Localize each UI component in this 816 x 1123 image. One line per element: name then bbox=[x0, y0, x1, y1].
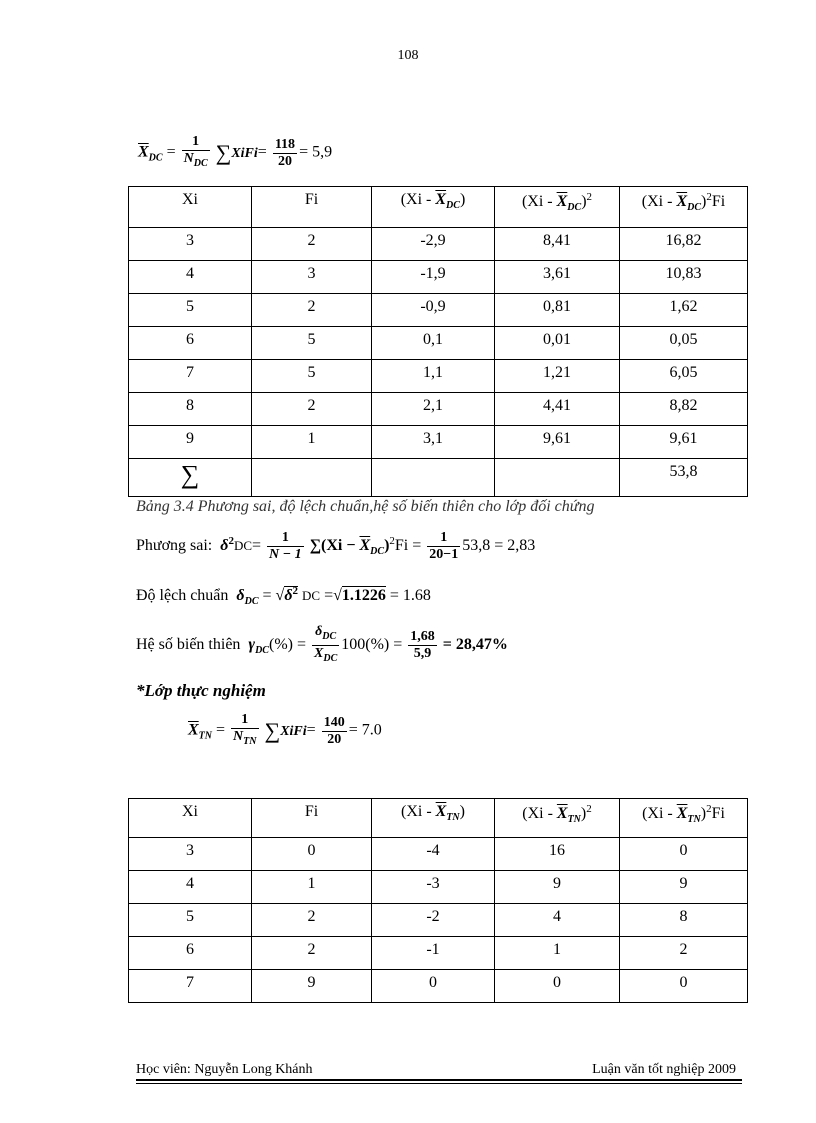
cell: 0 bbox=[252, 838, 372, 871]
x: $\overline{X}$ bbox=[314, 646, 324, 661]
header-fi: Fi bbox=[252, 187, 372, 228]
cell: 2 bbox=[252, 294, 372, 327]
cell: 5 bbox=[129, 904, 252, 937]
cell: 7 bbox=[129, 970, 252, 1003]
cell: 0,81 bbox=[495, 294, 620, 327]
formula-mean-dc bbox=[138, 134, 332, 172]
sub: DC bbox=[255, 645, 269, 657]
gamma-symbol: γ bbox=[248, 636, 256, 654]
frac-den: N bbox=[183, 151, 194, 166]
header-fi: Fi bbox=[252, 799, 372, 838]
cell: 0,01 bbox=[495, 327, 620, 360]
cell: 8 bbox=[129, 393, 252, 426]
result: = 1.68 bbox=[389, 587, 431, 604]
frac-den: N − 1 bbox=[269, 547, 302, 562]
delta-symbol: δ bbox=[315, 624, 323, 639]
sqrt-icon: √ bbox=[275, 587, 285, 604]
cell: 9 bbox=[129, 426, 252, 459]
sum-symbol: ∑ bbox=[215, 140, 232, 165]
table-sum-row bbox=[129, 459, 748, 497]
cell: 9,61 bbox=[495, 426, 620, 459]
sub: DC bbox=[323, 653, 338, 664]
cell: 3,61 bbox=[495, 261, 620, 294]
header-deviation-squared: $(Xi - \overline{X}_{TN})^2$ bbox=[495, 799, 620, 838]
delta-symbol: δ bbox=[236, 587, 245, 604]
cell: 10,83 bbox=[620, 261, 748, 294]
frac-den-sub: TN bbox=[243, 736, 257, 747]
sum-expr: ∑(Xi − bbox=[309, 537, 360, 555]
formula-term: XiFi bbox=[231, 145, 258, 161]
sqrt-icon: √ bbox=[333, 587, 342, 604]
result: 53,8 = 2,83 bbox=[462, 537, 536, 555]
sum-symbol: ∑ bbox=[264, 718, 281, 743]
variance-line bbox=[136, 530, 535, 563]
footer-rule-thin bbox=[136, 1083, 742, 1084]
footer-rule bbox=[136, 1079, 742, 1081]
cell: 1 bbox=[252, 871, 372, 904]
pct: (%) = bbox=[268, 636, 306, 654]
header-deviation: $(Xi - \overline{X}_{DC})$ bbox=[372, 187, 495, 228]
cell: 16 bbox=[495, 838, 620, 871]
sqrt-value: 1.1226 bbox=[341, 587, 386, 604]
cell: 3 bbox=[129, 228, 252, 261]
eq: = bbox=[324, 587, 334, 604]
cell: 3 bbox=[252, 261, 372, 294]
cell: -1 bbox=[372, 937, 495, 970]
header-deviation: $(Xi - \overline{X}_{TN})$ bbox=[372, 799, 495, 838]
formula-x: $\overline{X}$ bbox=[188, 721, 199, 739]
cell: 4,41 bbox=[495, 393, 620, 426]
cell: 2 bbox=[252, 393, 372, 426]
formula-mean-tn bbox=[188, 712, 382, 750]
table-row bbox=[129, 360, 748, 393]
cell: -2 bbox=[372, 904, 495, 937]
table-caption: Bảng 3.4 Phương sai, độ lệch chuẩn,hệ số biến thiên cho lớp đối chứng bbox=[136, 498, 595, 515]
page-number: 108 bbox=[397, 48, 419, 63]
cell: -3 bbox=[372, 871, 495, 904]
cell: 4 bbox=[495, 904, 620, 937]
cell: 8,82 bbox=[620, 393, 748, 426]
table-row bbox=[129, 426, 748, 459]
cv-label: Hệ số biến thiên bbox=[136, 636, 241, 654]
x: $\overline{X}$ bbox=[359, 537, 371, 555]
formula-result: = 7.0 bbox=[348, 721, 382, 739]
sup: 2 bbox=[389, 535, 395, 548]
mid: 100(%) = bbox=[341, 636, 403, 654]
cell: -1,9 bbox=[372, 261, 495, 294]
cell: 0 bbox=[620, 970, 748, 1003]
sum-value: 53,8 bbox=[620, 459, 748, 497]
table-row bbox=[129, 294, 748, 327]
cell: 9 bbox=[252, 970, 372, 1003]
frac-num: 1 bbox=[182, 134, 210, 151]
frac-num: 1 bbox=[267, 530, 304, 547]
frac-den: 20 bbox=[277, 153, 292, 169]
table-dc bbox=[128, 186, 748, 497]
cell: 2 bbox=[252, 904, 372, 937]
cell: -0,9 bbox=[372, 294, 495, 327]
cv-line bbox=[136, 624, 508, 667]
table-tn bbox=[128, 798, 748, 1003]
cell: 8 bbox=[620, 904, 748, 937]
cell: 9 bbox=[620, 871, 748, 904]
cell: 2 bbox=[620, 937, 748, 970]
cell: 0 bbox=[495, 970, 620, 1003]
frac-den: N bbox=[233, 729, 244, 744]
formula-x-sub: TN bbox=[198, 730, 213, 742]
header-xi: Xi bbox=[129, 799, 252, 838]
cv-frac2 bbox=[408, 629, 437, 662]
close: ) bbox=[384, 537, 390, 555]
table-row bbox=[129, 970, 748, 1003]
cell: -2,9 bbox=[372, 228, 495, 261]
header-xi: Xi bbox=[129, 187, 252, 228]
sup: 2 bbox=[292, 585, 299, 597]
cell: 6,05 bbox=[620, 360, 748, 393]
sub: DC bbox=[244, 596, 259, 607]
table-row bbox=[129, 393, 748, 426]
table-header-row bbox=[129, 187, 748, 228]
stddev-label: Độ lệch chuẩn bbox=[136, 587, 229, 604]
cell: 5 bbox=[252, 360, 372, 393]
footer-author: Học viên: Nguyễn Long Khánh bbox=[136, 1062, 313, 1077]
variance-label: Phương sai: bbox=[136, 537, 213, 555]
formula-frac1 bbox=[231, 712, 258, 750]
frac-den: 20 bbox=[327, 731, 342, 747]
cell: 5 bbox=[129, 294, 252, 327]
cell bbox=[495, 459, 620, 497]
frac-den: 5,9 bbox=[413, 646, 432, 661]
frac-num: 1 bbox=[427, 530, 460, 547]
sum-cell bbox=[129, 459, 252, 497]
cell: 9,61 bbox=[620, 426, 748, 459]
cell: 16,82 bbox=[620, 228, 748, 261]
cell: 3 bbox=[129, 838, 252, 871]
header-deviation-squared: $(Xi - \overline{X}_{DC})^2$ bbox=[495, 187, 620, 228]
cell: -4 bbox=[372, 838, 495, 871]
frac-num: 1,68 bbox=[410, 629, 435, 644]
frac-den: 20−1 bbox=[429, 547, 459, 562]
cell: 6 bbox=[129, 937, 252, 970]
frac-den-sub: DC bbox=[193, 158, 208, 169]
formula-frac1 bbox=[182, 134, 210, 172]
cell: 4 bbox=[129, 871, 252, 904]
formula-result: = 5,9 bbox=[299, 143, 333, 161]
cell: 0 bbox=[372, 970, 495, 1003]
cell: 1,21 bbox=[495, 360, 620, 393]
table-row bbox=[129, 327, 748, 360]
x-sub: DC bbox=[370, 546, 385, 558]
sup: 2 bbox=[228, 535, 234, 548]
cell: 3,1 bbox=[372, 426, 495, 459]
cell: 9 bbox=[495, 871, 620, 904]
cell: 8,41 bbox=[495, 228, 620, 261]
cell: 4 bbox=[129, 261, 252, 294]
formula-term: XiFi bbox=[280, 723, 307, 739]
variance-frac1 bbox=[267, 530, 304, 563]
cell: 2 bbox=[252, 228, 372, 261]
cell: 2,1 bbox=[372, 393, 495, 426]
eq: = bbox=[252, 537, 262, 555]
table-row bbox=[129, 261, 748, 294]
frac-num: 118 bbox=[274, 136, 296, 152]
footer-title: Luận văn tốt nghiệp 2009 bbox=[592, 1062, 736, 1077]
table-header-row bbox=[129, 799, 748, 838]
cell: 0 bbox=[620, 838, 748, 871]
cell: 7 bbox=[129, 360, 252, 393]
cell bbox=[372, 459, 495, 497]
sub: DC bbox=[322, 631, 337, 642]
delta-symbol: δ bbox=[220, 537, 229, 555]
table-row bbox=[129, 937, 748, 970]
table-row bbox=[129, 871, 748, 904]
eq: = bbox=[262, 587, 272, 604]
result: = 28,47% bbox=[442, 636, 508, 654]
fi: Fi = bbox=[394, 537, 422, 555]
stddev-line bbox=[136, 585, 431, 607]
page-footer bbox=[136, 1062, 736, 1078]
header-deviation-squared-fi: $(Xi - \overline{X}_{TN})^2Fi$ bbox=[620, 799, 748, 838]
cell: 1,62 bbox=[620, 294, 748, 327]
cell: 1 bbox=[252, 426, 372, 459]
sub: DC bbox=[233, 538, 253, 554]
sub: DC bbox=[302, 588, 321, 603]
formula-frac2 bbox=[273, 137, 297, 170]
cell: 0,05 bbox=[620, 327, 748, 360]
cell bbox=[252, 459, 372, 497]
formula-eq2: = bbox=[306, 721, 316, 739]
cell: 2 bbox=[252, 937, 372, 970]
section-heading: *Lớp thực nghiệm bbox=[136, 681, 266, 700]
formula-frac2 bbox=[322, 715, 347, 748]
formula-x: $\overline{X}$ bbox=[138, 143, 149, 161]
sigma-icon: ∑ bbox=[180, 460, 200, 489]
formula-eq: = bbox=[166, 143, 176, 161]
variance-frac2 bbox=[427, 530, 460, 563]
frac-num: 140 bbox=[323, 714, 345, 730]
table-row bbox=[129, 838, 748, 871]
header-deviation-squared-fi: $(Xi - \overline{X}_{DC})^2Fi$ bbox=[620, 187, 748, 228]
cell: 5 bbox=[252, 327, 372, 360]
table-row bbox=[129, 904, 748, 937]
cell: 1,1 bbox=[372, 360, 495, 393]
formula-eq2: = bbox=[257, 143, 267, 161]
cell: 1 bbox=[495, 937, 620, 970]
cv-frac1 bbox=[312, 624, 339, 667]
formula-eq: = bbox=[216, 721, 226, 739]
formula-x-sub: DC bbox=[148, 152, 163, 164]
frac-num: 1 bbox=[231, 712, 258, 729]
cell: 6 bbox=[129, 327, 252, 360]
delta-symbol: δ bbox=[284, 587, 293, 604]
table-row bbox=[129, 228, 748, 261]
cell: 0,1 bbox=[372, 327, 495, 360]
